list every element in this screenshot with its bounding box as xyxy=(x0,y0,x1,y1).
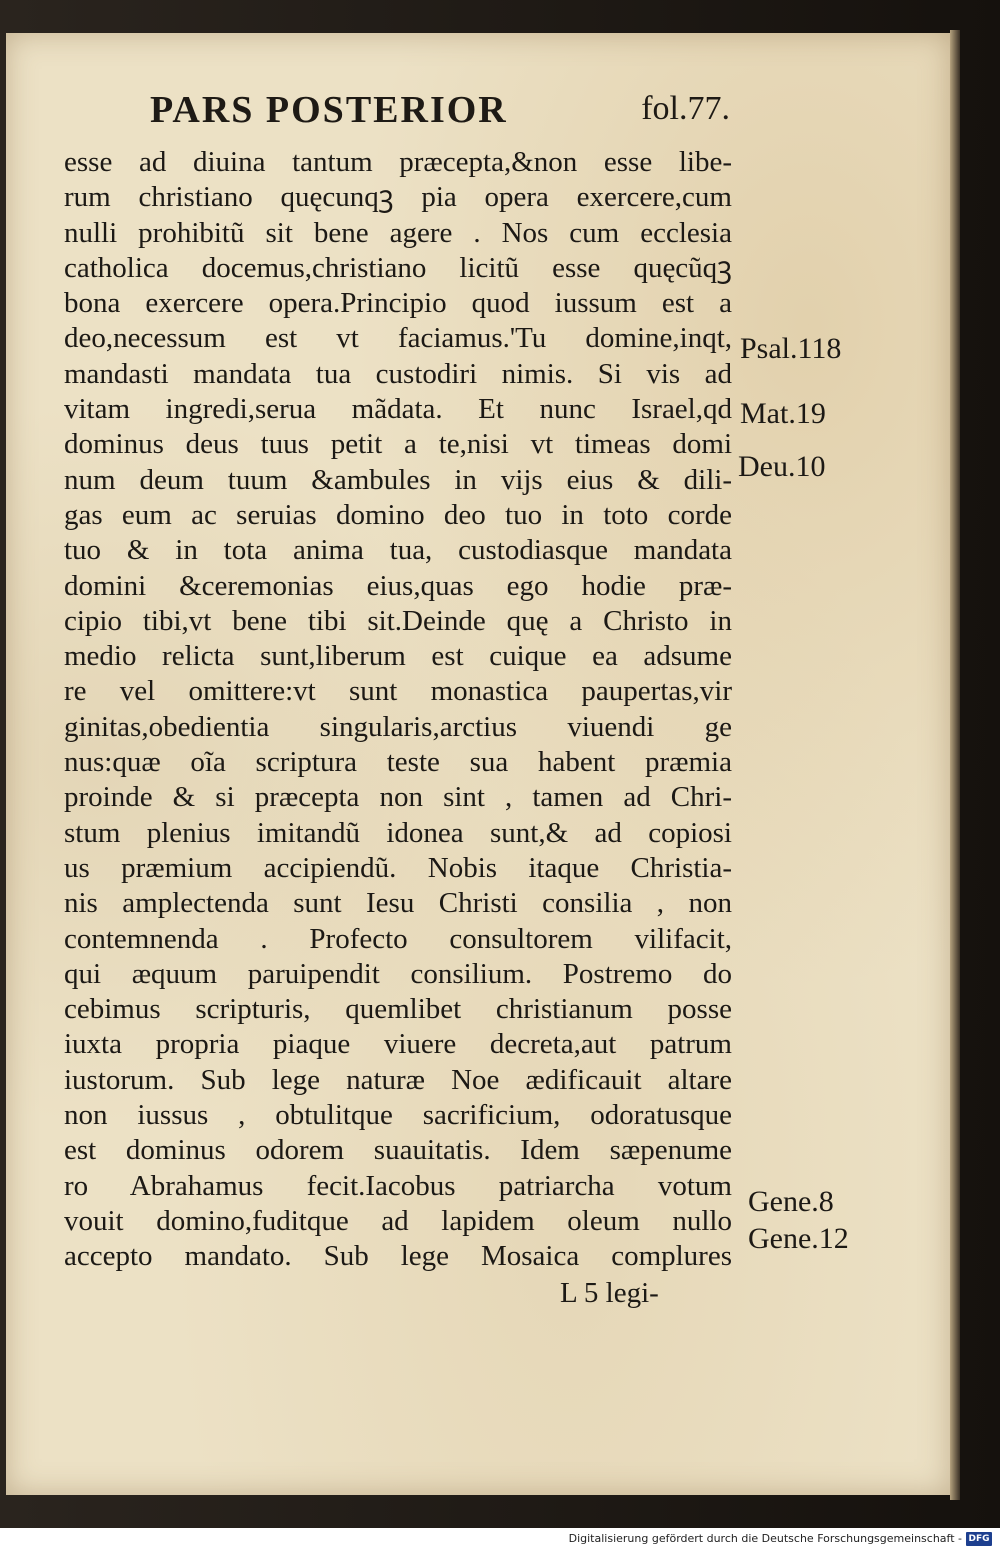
text-line: num deum tuum &ambules in vijs eius & dili- xyxy=(64,463,732,496)
text-line: medio relicta sunt,liberum est cuique ea adsume xyxy=(64,640,732,673)
margin-note-matthew: Mat.19 xyxy=(740,397,826,430)
text-line: mandasti mandata tua custodiri nimis. Si vis ad xyxy=(64,357,732,390)
text-line: catholica docemus,christiano licitũ esse quęcũqꝫ xyxy=(64,251,732,284)
running-title: PARS POSTERIOR xyxy=(150,89,508,131)
text-line: nulli prohibitũ sit bene agere . Nos cum ecclesia xyxy=(64,216,732,249)
text-line: iustorum. Sub lege naturæ Noe ædificauit altare xyxy=(64,1063,732,1096)
margin-note-deuteronomy: Deu.10 xyxy=(738,450,826,483)
margin-note-genesis-12: Gene.12 xyxy=(748,1222,849,1255)
text-line: tuo & in tota anima tua, custodiasque mandata xyxy=(64,534,732,567)
catchword: L 5 legi- xyxy=(560,1277,659,1309)
text-line: ro Abrahamus fecit.Iacobus patriarcha votum xyxy=(64,1169,732,1202)
running-head xyxy=(150,88,730,136)
text-line: est dominus odorem suauitatis. Idem sæpenume xyxy=(64,1134,732,1167)
footer-bar xyxy=(0,1528,1000,1550)
margin-note-genesis-8: Gene.8 xyxy=(748,1185,834,1218)
text-line: bona exercere opera.Principio quod iussum est a xyxy=(64,287,732,320)
text-line: proinde & si præcepta non sint , tamen ad Chri- xyxy=(64,781,732,814)
funding-credit: Digitalisierung gefördert durch die Deutsche Forschungsgemeinschaft - xyxy=(568,1532,962,1545)
text-line: nus:quæ oĩa scriptura teste sua habent præmia xyxy=(64,746,732,779)
text-line: ginitas,obedientia singularis,arctius viuendi ge xyxy=(64,710,732,743)
text-line: gas eum ac seruias domino deo tuo in toto corde xyxy=(64,498,732,531)
text-line: qui æquum paruipendit consilium. Postremo do xyxy=(64,957,732,990)
text-line: deo,necessum est vt faciamus.'Tu domine,inqt, xyxy=(64,322,732,355)
text-line: rum christiano quęcunqꝫ pia opera exercere,cum xyxy=(64,181,732,214)
folio-number: fol.77. xyxy=(641,90,730,127)
text-line: stum plenius imitandũ idonea sunt,& ad copiosi xyxy=(64,816,732,849)
text-line: vouit domino,fuditque ad lapidem oleum nullo xyxy=(64,1204,732,1237)
text-line: vitam ingredi,serua mãdata. Et nunc Israel,qd xyxy=(64,393,732,426)
text-line: esse ad diuina tantum præcepta,&non esse libe- xyxy=(64,146,732,178)
text-line: re vel omittere:vt sunt monastica paupertas,vir xyxy=(64,675,732,708)
text-line: cebimus scripturis, quemlibet christianum posse xyxy=(64,993,732,1026)
main-text-block xyxy=(64,145,732,1275)
text-line: cipio tibi,vt bene tibi sit.Deinde quę a Christo in xyxy=(64,604,732,637)
page-edge xyxy=(950,30,960,1500)
text-line: contemnenda . Profecto consultorem vilifacit, xyxy=(64,922,732,955)
text-line: non iussus , obtulitque sacrificium, odoratusque xyxy=(64,1099,732,1132)
margin-note-psalm: Psal.118 xyxy=(740,332,842,365)
text-line: dominus deus tuus petit a te,nisi vt timeas domi xyxy=(64,428,732,461)
text-line: domini &ceremonias eius,quas ego hodie præ- xyxy=(64,569,732,602)
text-line: iuxta propria piaque viuere decreta,aut patrum xyxy=(64,1028,732,1061)
text-line: accepto mandato. Sub lege Mosaica complures xyxy=(64,1240,732,1273)
dfg-logo-icon[interactable]: DFG xyxy=(966,1532,992,1546)
text-line: us præmium accipiendũ. Nobis itaque Christia- xyxy=(64,851,732,884)
text-line: nis amplectenda sunt Iesu Christi consilia , non xyxy=(64,887,732,920)
